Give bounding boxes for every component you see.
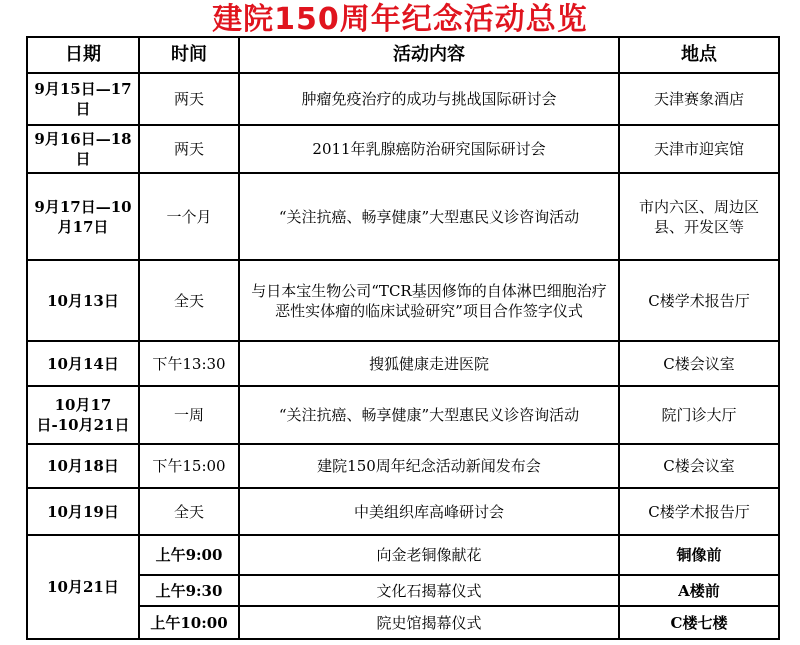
cell-location: C楼七楼 (619, 606, 779, 639)
cell-activity: 2011年乳腺癌防治研究国际研讨会 (239, 125, 619, 173)
cell-activity: 搜狐健康走进医院 (239, 341, 619, 386)
cell-date: 10月21日 (27, 535, 139, 639)
table-row (27, 173, 779, 260)
cell-time: 两天 (139, 73, 239, 125)
cell-date: 9月15日—17日 (27, 73, 139, 125)
table-row (27, 606, 779, 639)
cell-location: 市内六区、周边区县、开发区等 (619, 173, 779, 260)
cell-date: 10月13日 (27, 260, 139, 341)
cell-time: 下午13:30 (139, 341, 239, 386)
cell-date: 10月14日 (27, 341, 139, 386)
cell-activity: 中美组织库高峰研讨会 (239, 488, 619, 535)
table-row (27, 575, 779, 606)
cell-location: C楼会议室 (619, 444, 779, 488)
cell-date: 10月17日-10月21日 (27, 386, 139, 444)
cell-date: 9月17日—10月17日 (27, 173, 139, 260)
cell-time: 上午10:00 (139, 606, 239, 639)
table-row (27, 386, 779, 444)
cell-date: 10月19日 (27, 488, 139, 535)
header-activity: 活动内容 (239, 37, 619, 73)
header-time: 时间 (139, 37, 239, 73)
schedule-table (26, 36, 780, 640)
cell-activity: 与日本宝生物公司“TCR基因修饰的自体淋巴细胞治疗恶性实体瘤的临床试验研究”项目合作签字仪式 (239, 260, 619, 341)
cell-location: A楼前 (619, 575, 779, 606)
cell-location: 天津市迎宾馆 (619, 125, 779, 173)
cell-time: 全天 (139, 260, 239, 341)
cell-activity: 院史馆揭幕仪式 (239, 606, 619, 639)
table-row (27, 260, 779, 341)
table-row (27, 73, 779, 125)
table-row (27, 488, 779, 535)
table-row (27, 125, 779, 173)
cell-time: 两天 (139, 125, 239, 173)
header-row (27, 37, 779, 73)
cell-activity: “关注抗癌、畅享健康”大型惠民义诊咨询活动 (239, 173, 619, 260)
cell-location: 铜像前 (619, 535, 779, 575)
cell-activity: 肿瘤免疫治疗的成功与挑战国际研讨会 (239, 73, 619, 125)
cell-time: 一周 (139, 386, 239, 444)
cell-activity: 文化石揭幕仪式 (239, 575, 619, 606)
cell-activity: 向金老铜像献花 (239, 535, 619, 575)
table-row (27, 444, 779, 488)
cell-time: 下午15:00 (139, 444, 239, 488)
cell-location: C楼学术报告厅 (619, 488, 779, 535)
cell-time: 全天 (139, 488, 239, 535)
header-date: 日期 (27, 37, 139, 73)
cell-location: 院门诊大厅 (619, 386, 779, 444)
table-row (27, 535, 779, 575)
page-title: 建院150周年纪念活动总览 (212, 2, 588, 37)
cell-time: 上午9:00 (139, 535, 239, 575)
cell-time: 上午9:30 (139, 575, 239, 606)
cell-date: 10月18日 (27, 444, 139, 488)
cell-date: 9月16日—18日 (27, 125, 139, 173)
cell-activity: 建院150周年纪念活动新闻发布会 (239, 444, 619, 488)
header-location: 地点 (619, 37, 779, 73)
cell-location: C楼会议室 (619, 341, 779, 386)
table-row (27, 341, 779, 386)
cell-location: C楼学术报告厅 (619, 260, 779, 341)
cell-time: 一个月 (139, 173, 239, 260)
cell-activity: “关注抗癌、畅享健康”大型惠民义诊咨询活动 (239, 386, 619, 444)
cell-location: 天津赛象酒店 (619, 73, 779, 125)
